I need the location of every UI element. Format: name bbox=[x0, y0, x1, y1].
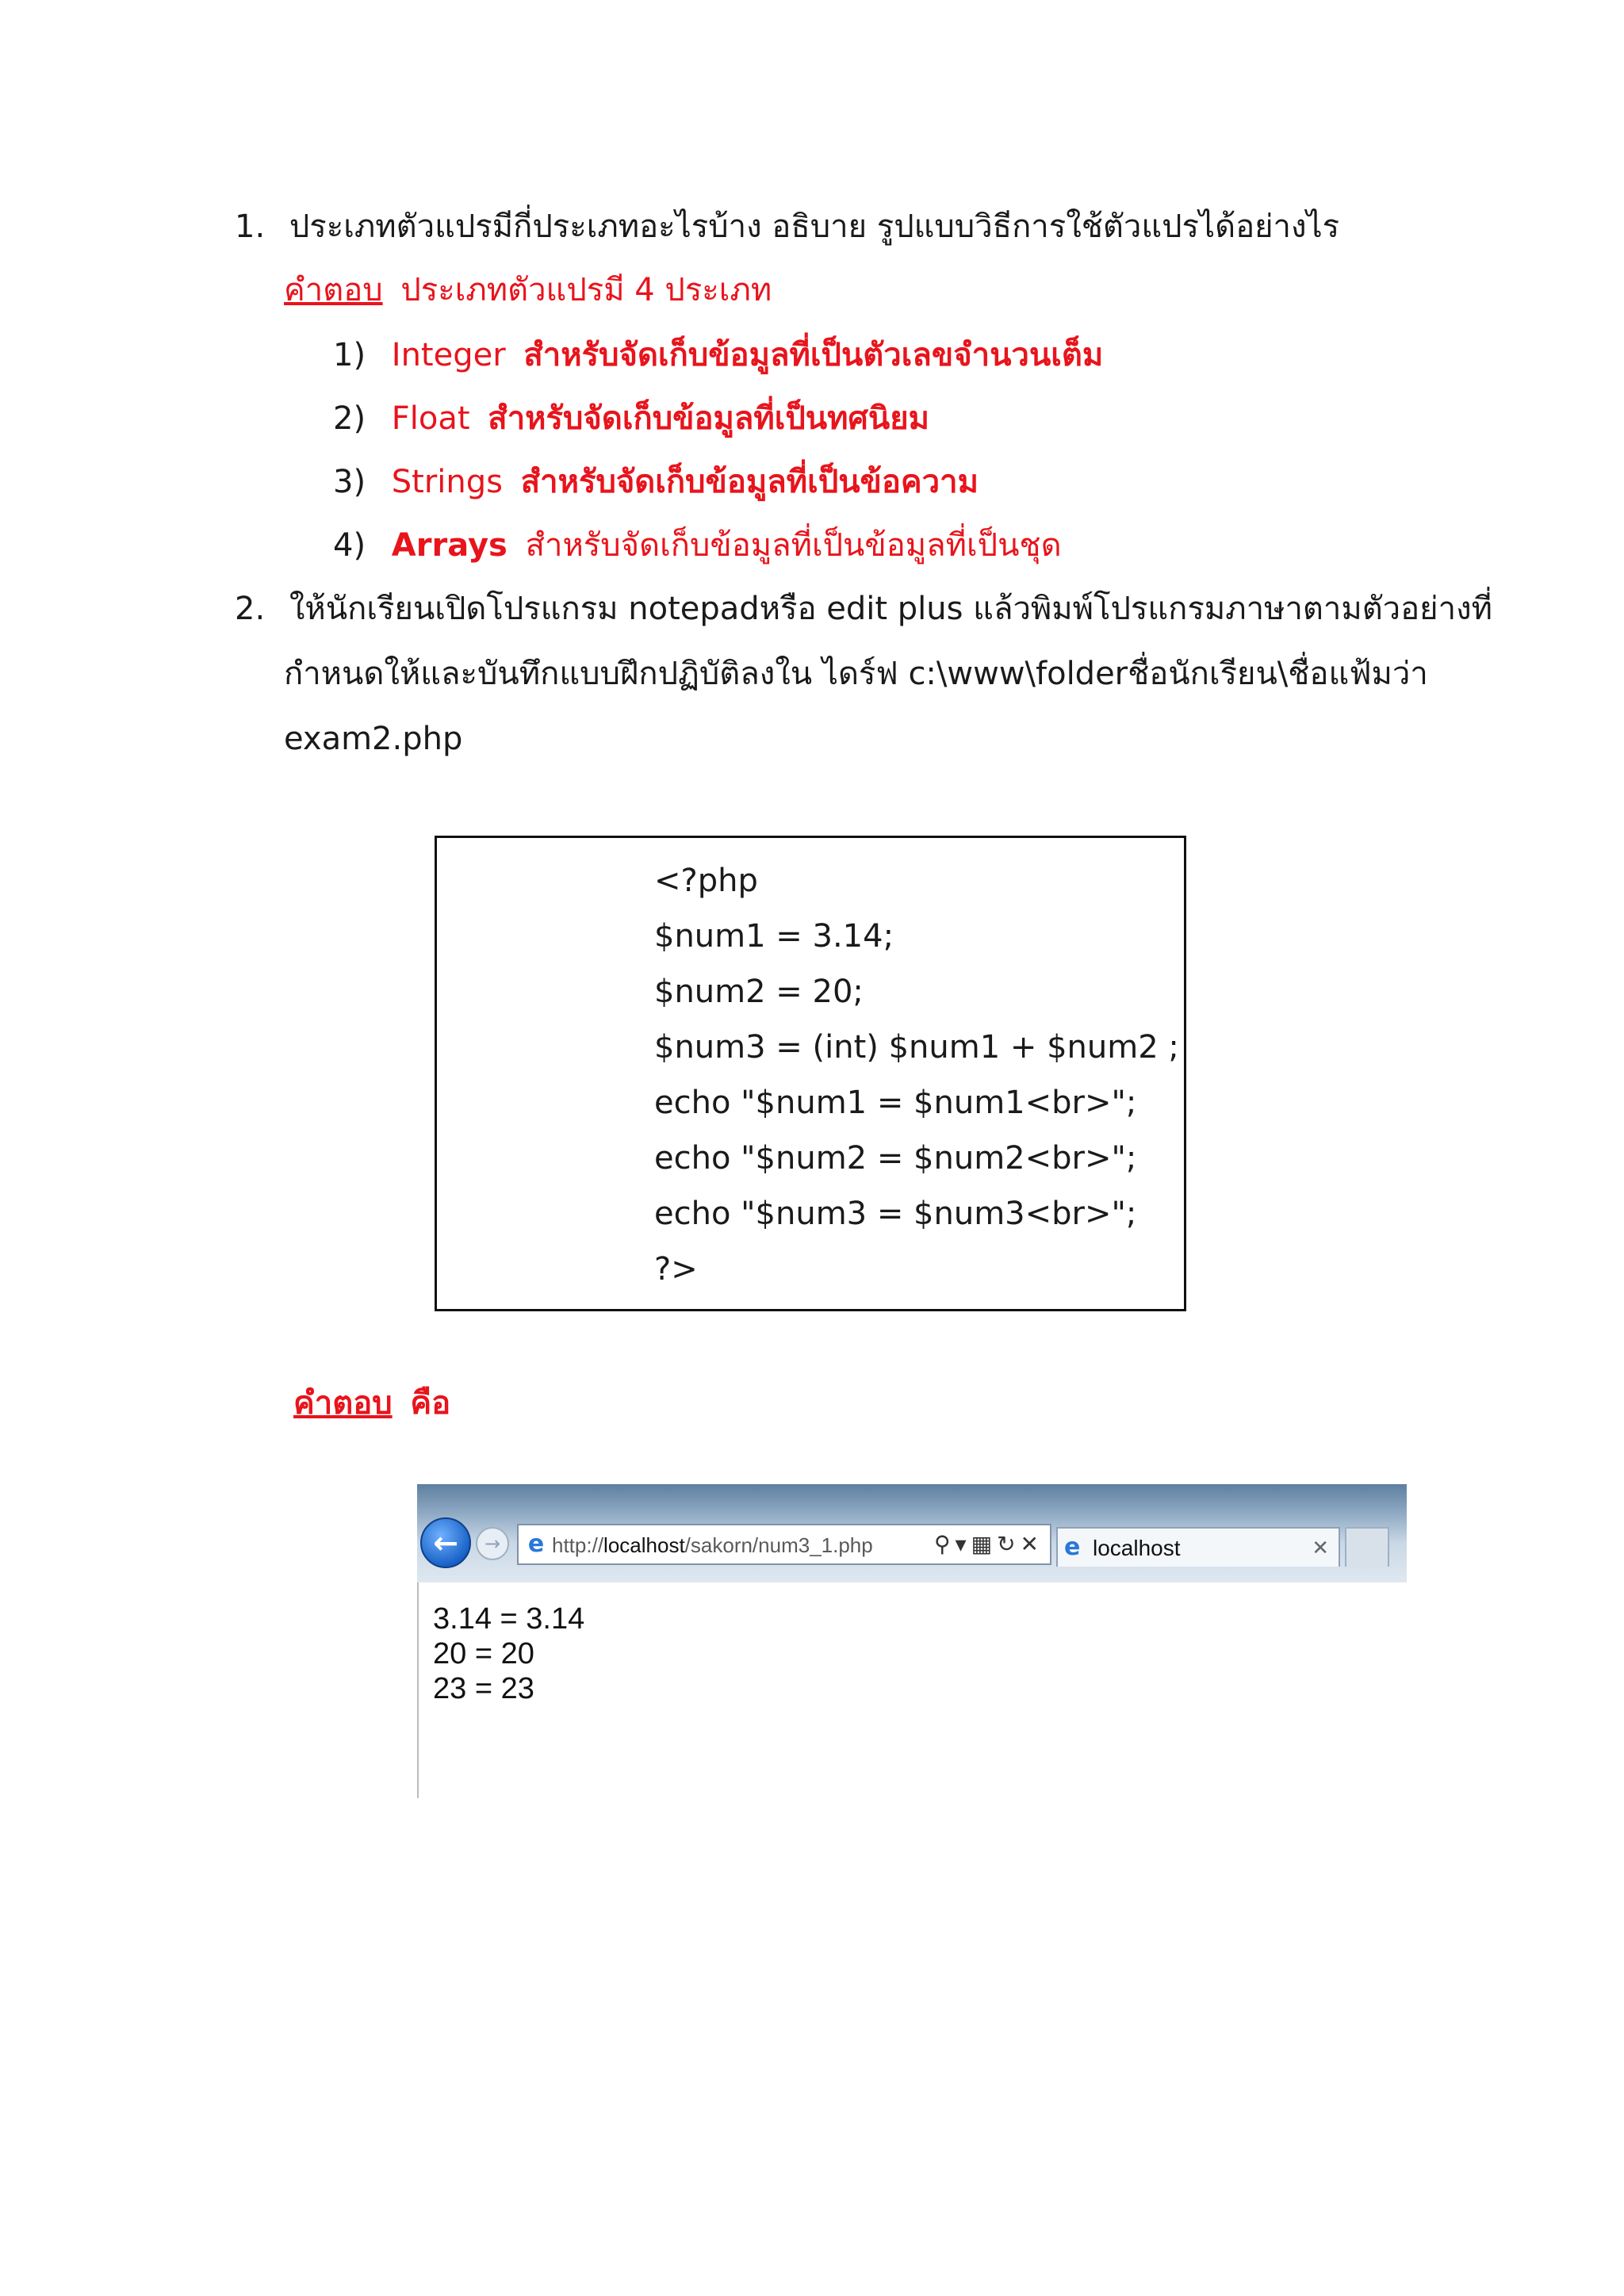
code-line: $num1 = 3.14; bbox=[654, 918, 894, 955]
tab-title: localhost bbox=[1093, 1536, 1181, 1560]
code-line: <?php bbox=[654, 863, 758, 899]
q2-text-2: กำหนดให้และบันทึกแบบฝึกปฏิบัติลงใน ไดร์ฟ c:\www\folderชื่อนักเรียน\ชื่อแฟ้มว่า bbox=[284, 656, 1428, 692]
address-bar-controls[interactable] bbox=[934, 1530, 1044, 1559]
q1-answer-text: ประเภทตัวแปรมี 4 ประเภท bbox=[400, 272, 772, 308]
list-item-number: 2) bbox=[333, 400, 366, 437]
type-name: Integer bbox=[391, 337, 506, 373]
list-item-integer bbox=[333, 333, 1103, 377]
type-name: Float bbox=[391, 400, 470, 437]
ie-icon: e bbox=[527, 1530, 545, 1558]
list-item-arrays bbox=[333, 523, 1062, 568]
address-bar[interactable] bbox=[517, 1524, 1051, 1565]
back-button[interactable] bbox=[420, 1517, 471, 1568]
answer2-label: คำตอบ bbox=[293, 1385, 393, 1422]
list-item-float bbox=[333, 396, 929, 441]
list-item-strings bbox=[333, 460, 979, 504]
type-description: สำหรับจัดเก็บข้อมูลที่เป็นข้อมูลที่เป็นชุด bbox=[525, 527, 1062, 564]
browser-tab[interactable] bbox=[1056, 1527, 1340, 1567]
browser-screenshot bbox=[417, 1484, 1407, 1798]
compat-view-icon[interactable]: ▦ bbox=[971, 1531, 998, 1557]
type-description: สำหรับจัดเก็บข้อมูลที่เป็นข้อความ bbox=[520, 464, 979, 500]
output-line: 3.14 = 3.14 bbox=[433, 1602, 585, 1636]
forward-button[interactable] bbox=[476, 1527, 509, 1560]
q2-text-3: exam2.php bbox=[284, 721, 463, 757]
output-line: 23 = 23 bbox=[433, 1672, 534, 1705]
type-description: สำหรับจัดเก็บข้อมูลที่เป็นตัวเลขจำนวนเต็ม bbox=[523, 337, 1104, 373]
answer2-line bbox=[293, 1381, 450, 1425]
list-item-number: 3) bbox=[333, 464, 366, 500]
code-line: echo "$num2 = $num2<br>"; bbox=[654, 1140, 1137, 1177]
q2-number: 2. bbox=[235, 591, 266, 627]
new-tab-button[interactable] bbox=[1345, 1527, 1389, 1567]
list-item-number: 4) bbox=[333, 527, 366, 564]
q2-text-1: ให้นักเรียนเปิดโปรแกรม notepadหรือ edit plus แล้วพิมพ์โปรแกรมภาษาตามตัวอย่างที่ bbox=[289, 591, 1492, 627]
list-item-number: 1) bbox=[333, 337, 366, 373]
code-line: echo "$num3 = $num3<br>"; bbox=[654, 1196, 1137, 1232]
ie-icon: e bbox=[1064, 1533, 1081, 1561]
forward-arrow-icon: → bbox=[484, 1533, 501, 1555]
answer2-suffix: คือ bbox=[410, 1385, 451, 1422]
stop-icon[interactable]: ✕ bbox=[1020, 1531, 1044, 1557]
back-arrow-icon: ← bbox=[433, 1525, 458, 1560]
refresh-icon[interactable]: ↻ bbox=[997, 1531, 1021, 1557]
search-icon[interactable]: ⚲ bbox=[934, 1531, 956, 1557]
browser-toolbar bbox=[417, 1484, 1407, 1582]
type-name: Strings bbox=[391, 464, 503, 500]
type-name: Arrays bbox=[391, 527, 508, 564]
q1-line bbox=[235, 205, 1339, 249]
q1-answer-label: คำตอบ bbox=[284, 272, 383, 308]
close-icon[interactable]: ✕ bbox=[1312, 1536, 1329, 1560]
q1-answer-line bbox=[284, 268, 772, 312]
q1-text: ประเภทตัวแปรมีกี่ประเภทอะไรบ้าง อธิบาย รูปแบบวิธีการใช้ตัวแปรได้อย่างไร bbox=[289, 209, 1340, 245]
code-line: ?> bbox=[654, 1251, 698, 1288]
type-description: สำหรับจัดเก็บข้อมูลที่เป็นทศนิยม bbox=[488, 400, 930, 437]
code-line: echo "$num1 = $num1<br>"; bbox=[654, 1085, 1137, 1121]
url-text: http://localhost/sakorn/num3_1.php bbox=[552, 1533, 873, 1557]
code-line: $num2 = 20; bbox=[654, 974, 864, 1010]
code-line: $num3 = (int) $num1 + $num2 ; bbox=[654, 1029, 1179, 1066]
q2-line1 bbox=[235, 587, 1492, 631]
output-line: 20 = 20 bbox=[433, 1637, 534, 1670]
dropdown-icon[interactable]: ▾ bbox=[955, 1531, 971, 1557]
q1-number: 1. bbox=[235, 209, 266, 245]
code-box bbox=[435, 836, 1186, 1311]
content-left-border bbox=[417, 1582, 419, 1798]
